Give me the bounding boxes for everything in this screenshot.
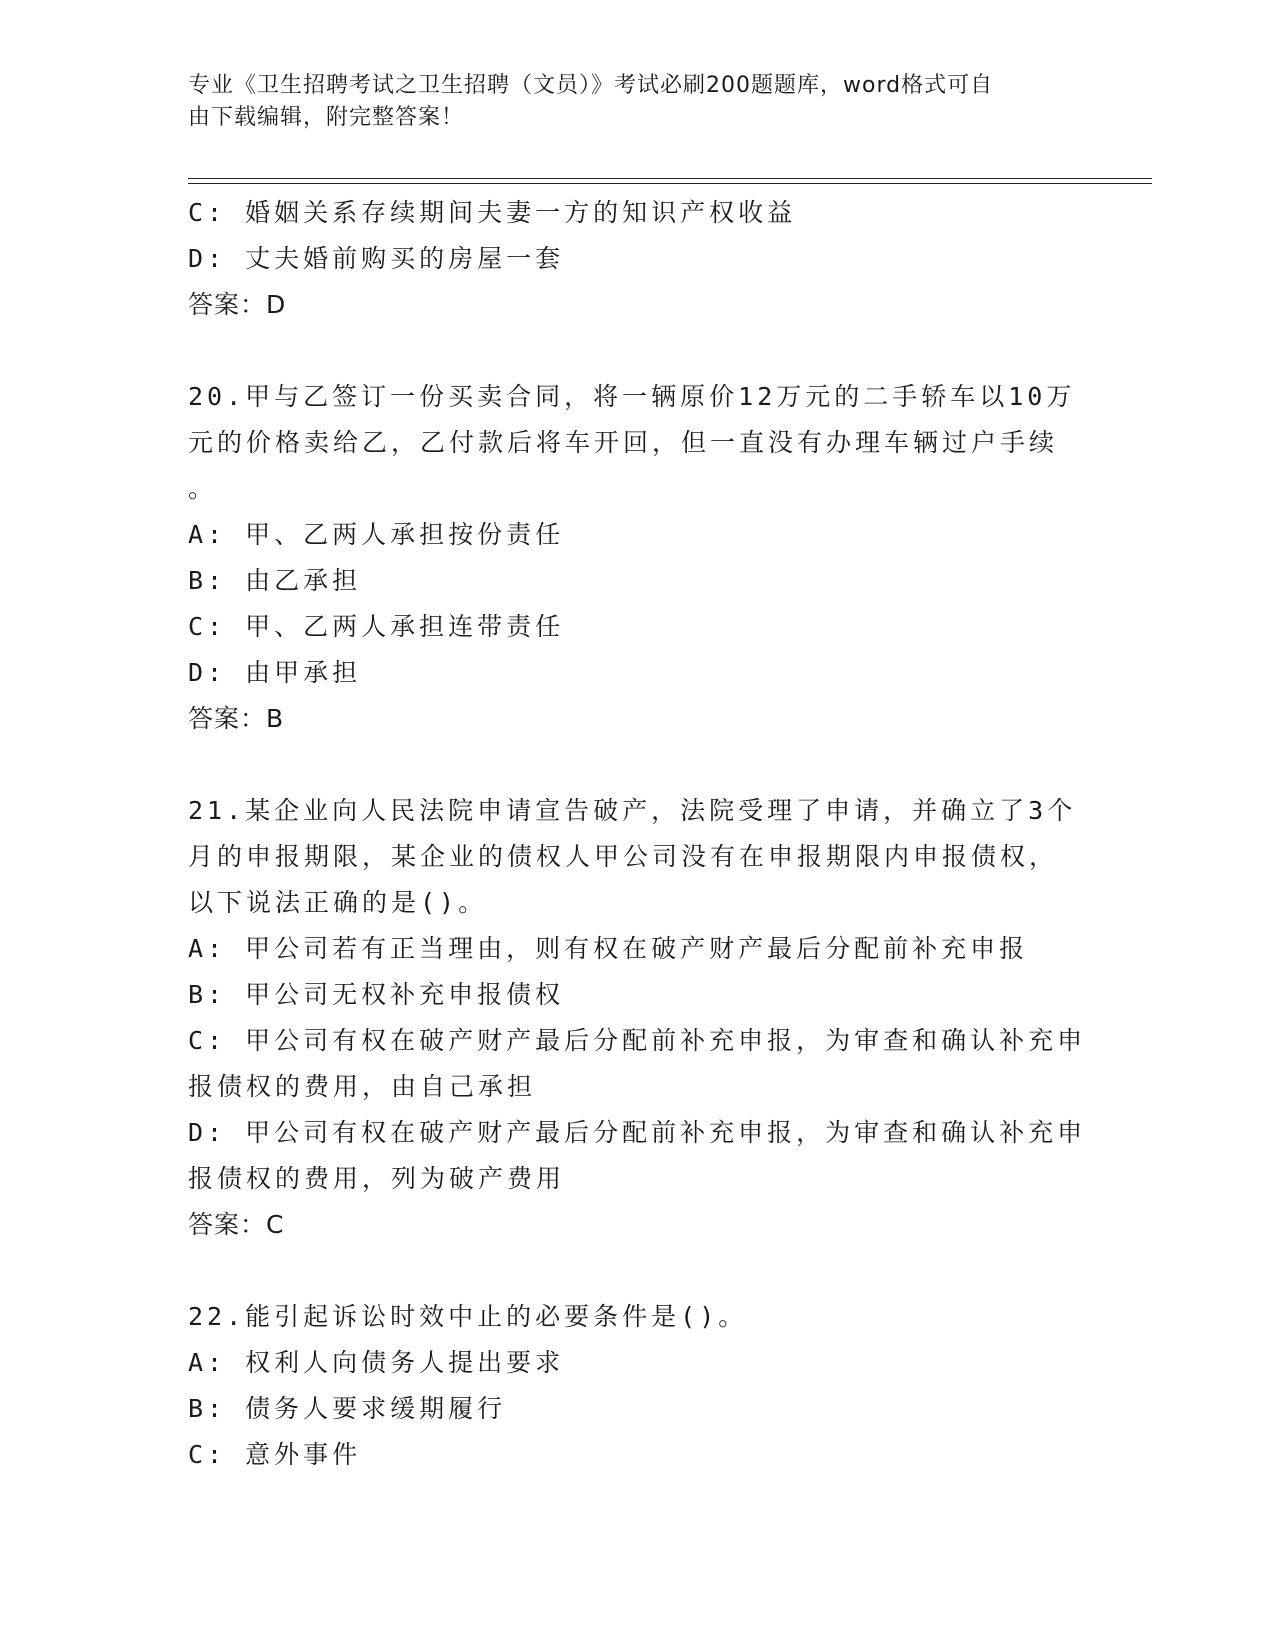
prev-question-block <box>188 190 1088 328</box>
answer-line: 答案：C <box>188 1210 285 1239</box>
question-stem-line: 。 <box>188 474 218 503</box>
option-c: C: 甲公司有权在破产财产最后分配前补充申报，为审查和确认补充申 <box>188 1026 1087 1055</box>
option-c-continued: 报债权的费用，由自己承担 <box>188 1072 537 1101</box>
question-20 <box>188 374 1088 742</box>
option-a: A: 权利人向债务人提出要求 <box>188 1348 565 1377</box>
header-title-line-1: 专业《卫生招聘考试之卫生招聘（文员）》考试必刷200题题库，word格式可自 <box>188 73 994 98</box>
spacer <box>188 328 1088 374</box>
header-rule-bottom <box>188 183 1152 184</box>
question-21 <box>188 788 1088 1248</box>
answer-line: 答案：D <box>188 290 287 319</box>
option-c: C: 意外事件 <box>188 1440 362 1469</box>
option-a: A: 甲公司若有正当理由，则有权在破产财产最后分配前补充申报 <box>188 934 1029 963</box>
option-d: D: 由甲承担 <box>188 658 362 687</box>
header-rule-top <box>188 178 1152 179</box>
question-stem-line: 元的价格卖给乙，乙付款后将车开回，但一直没有办理车辆过户手续 <box>188 428 1059 457</box>
header-title-line-2: 由下载编辑，附完整答案！ <box>188 105 465 130</box>
question-stem-line: 22.能引起诉讼时效中止的必要条件是()。 <box>188 1302 748 1331</box>
document-header <box>188 70 1088 134</box>
spacer <box>188 1248 1088 1294</box>
question-stem-line: 以下说法正确的是()。 <box>188 888 488 917</box>
option-a: A: 甲、乙两人承担按份责任 <box>188 520 565 549</box>
option-d-continued: 报债权的费用，列为破产费用 <box>188 1164 566 1193</box>
option-c: C: 婚姻关系存续期间夫妻一方的知识产权收益 <box>188 198 797 227</box>
option-b: B: 由乙承担 <box>188 566 362 595</box>
document-body <box>188 190 1088 1478</box>
spacer <box>188 742 1088 788</box>
option-b: B: 甲公司无权补充申报债权 <box>188 980 565 1009</box>
question-stem-line: 21.某企业向人民法院申请宣告破产，法院受理了申请，并确立了3个 <box>188 796 1077 825</box>
question-stem-line: 20.甲与乙签订一份买卖合同，将一辆原价12万元的二手轿车以10万 <box>188 382 1076 411</box>
question-stem-line: 月的申报期限，某企业的债权人甲公司没有在申报期限内申报债权， <box>188 842 1059 871</box>
option-d: D: 丈夫婚前购买的房屋一套 <box>188 244 565 273</box>
question-22 <box>188 1294 1088 1478</box>
option-d: D: 甲公司有权在破产财产最后分配前补充申报，为审查和确认补充申 <box>188 1118 1087 1147</box>
option-b: B: 债务人要求缓期履行 <box>188 1394 507 1423</box>
answer-line: 答案：B <box>188 704 285 733</box>
option-c: C: 甲、乙两人承担连带责任 <box>188 612 565 641</box>
